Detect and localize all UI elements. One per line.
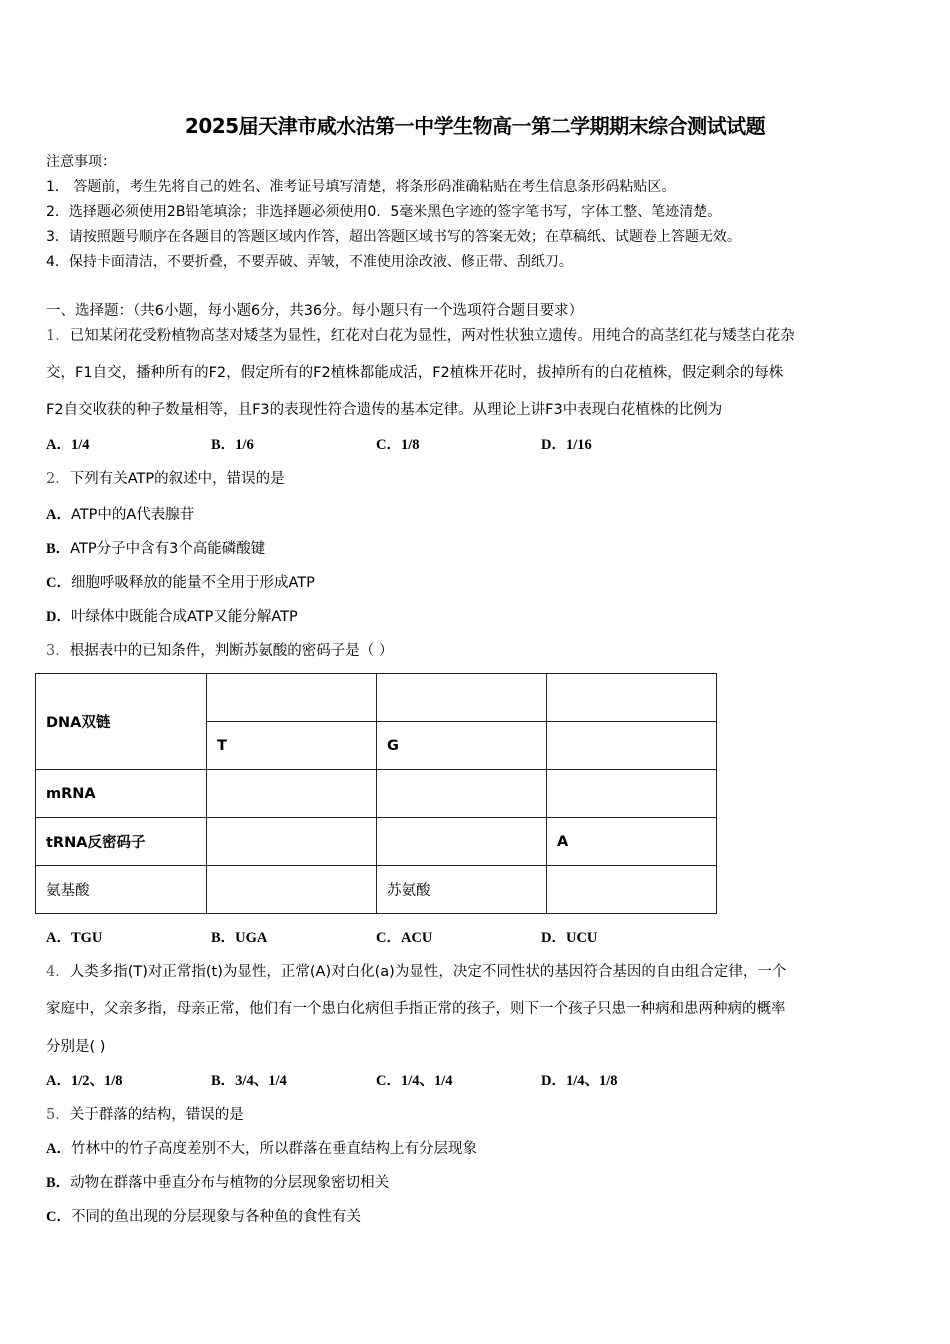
q1-option-c[interactable]: C．1/8 <box>376 437 420 453</box>
q3-option-c[interactable]: C．ACU <box>376 930 433 946</box>
section-heading: 一、选择题：（共6小题，每小题6分，共36分。每小题只有一个选项符合题目要求） <box>46 303 584 319</box>
q3-option-b[interactable]: B．UGA <box>211 930 268 946</box>
q2-option-b[interactable]: B．ATP分子中含有3个高能磷酸键 <box>46 541 266 557</box>
q1-option-d[interactable]: D．1/16 <box>541 437 592 453</box>
question-1-line-1 <box>46 326 795 346</box>
question-1-line-3 <box>46 400 722 420</box>
table-cell <box>547 674 717 722</box>
question-2-stem: 2．下列有关ATP的叙述中，错误的是 <box>46 471 285 487</box>
q5-option-c[interactable]: C．不同的鱼出现的分层现象与各种鱼的食性有关 <box>46 1209 361 1225</box>
table-row <box>36 866 717 914</box>
question-1-line-2 <box>46 363 783 383</box>
row-header-dna: DNA双链 <box>36 674 207 770</box>
table-cell <box>207 866 377 914</box>
row-header-mrna: mRNA <box>36 770 207 818</box>
table-cell: 苏氨酸 <box>377 866 547 914</box>
notice-item: 1． 答题前，考生先将自己的姓名、准考证号填写清楚，将条形码准确粘贴在考生信息条形码粘贴区。 <box>46 179 676 195</box>
question-number: 1． <box>46 328 70 344</box>
q3-option-a[interactable]: A．TGU <box>46 930 103 946</box>
q3-option-d[interactable]: D．UCU <box>541 930 598 946</box>
question-number: 2． <box>46 471 70 487</box>
document-title: 2025届天津市咸水沽第一中学生物高一第二学期期末综合测试试题 <box>184 114 766 138</box>
table-row <box>36 818 717 866</box>
table-cell <box>207 818 377 866</box>
codon-table <box>35 673 717 914</box>
table-cell <box>207 770 377 818</box>
table-cell <box>377 770 547 818</box>
question-5-stem: 5．关于群落的结构，错误的是 <box>46 1107 244 1123</box>
notice-heading: 注意事项： <box>46 154 116 170</box>
question-stem-text: F2自交收获的种子数量相等，且F3的表现性符合遗传的基本定律。从理论上讲F3中表现白花植株的比例为 <box>46 402 723 418</box>
question-stem-text: 交，F1自交，播种所有的F2，假定所有的F2植株都能成活，F2植株开花时，拔掉所有的白花植株，假定剩余的每株 <box>46 365 784 381</box>
notice-item: 4．保持卡面清洁，不要折叠，不要弄破、弄皱，不准使用涂改液、修正带、刮纸刀。 <box>46 254 573 270</box>
notice-item: 3．请按照题号顺序在各题目的答题区域内作答，超出答题区域书写的答案无效；在草稿纸、试题卷上答题无效。 <box>46 229 741 245</box>
q4-option-a[interactable]: A．1/2、1/8 <box>46 1073 123 1089</box>
table-row <box>36 770 717 818</box>
question-4-line-1: 4．人类多指(T)对正常指(t)为显性，正常(A)对白化(a)为显性，决定不同性状的基因符合基因的自由组合定律，一个 <box>46 964 787 980</box>
q1-option-a[interactable]: A．1/4 <box>46 437 90 453</box>
question-3-stem: 3．根据表中的已知条件，判断苏氨酸的密码子是（ ） <box>46 643 394 659</box>
question-number: 3． <box>46 643 70 659</box>
q2-option-a[interactable]: A．ATP中的A代表腺苷 <box>46 507 195 523</box>
question-number: 5． <box>46 1107 70 1123</box>
table-cell <box>377 674 547 722</box>
table-cell: G <box>377 722 547 770</box>
row-header-amino-acid: 氨基酸 <box>36 866 207 914</box>
table-cell: T <box>207 722 377 770</box>
q4-option-c[interactable]: C．1/4、1/4 <box>376 1073 453 1089</box>
row-header-trna: tRNA反密码子 <box>36 818 207 866</box>
question-stem-text: 已知某闭花受粉植物高茎对矮茎为显性，红花对白花为显性，两对性状独立遗传。用纯合的高茎红花与矮茎白花杂 <box>69 328 795 344</box>
table-cell <box>377 818 547 866</box>
q4-option-b[interactable]: B．3/4、1/4 <box>211 1073 287 1089</box>
table-cell: A <box>547 818 717 866</box>
q1-option-b[interactable]: B．1/6 <box>211 437 254 453</box>
table-cell <box>547 866 717 914</box>
notice-item: 2．选择题必须使用2B铅笔填涂；非选择题必须使用0．5毫米黑色字迹的签字笔书写，字体工整、笔迹清楚。 <box>46 204 722 220</box>
q5-option-b[interactable]: B．动物在群落中垂直分布与植物的分层现象密切相关 <box>46 1175 390 1191</box>
question-4-line-3: 分别是( ) <box>46 1039 106 1055</box>
table-cell <box>207 674 377 722</box>
q2-option-d[interactable]: D．叶绿体中既能合成ATP又能分解ATP <box>46 609 298 625</box>
q5-option-a[interactable]: A．竹林中的竹子高度差别不大，所以群落在垂直结构上有分层现象 <box>46 1141 477 1157</box>
q2-option-c[interactable]: C．细胞呼吸释放的能量不全用于形成ATP <box>46 575 315 591</box>
table-row <box>36 674 717 722</box>
question-number: 4． <box>46 964 70 980</box>
question-4-line-2: 家庭中，父亲多指，母亲正常，他们有一个患白化病但手指正常的孩子，则下一个孩子只患一种病和患两种病的概率 <box>46 1001 786 1017</box>
q4-option-d[interactable]: D．1/4、1/8 <box>541 1073 618 1089</box>
table-cell <box>547 770 717 818</box>
table-cell <box>547 722 717 770</box>
